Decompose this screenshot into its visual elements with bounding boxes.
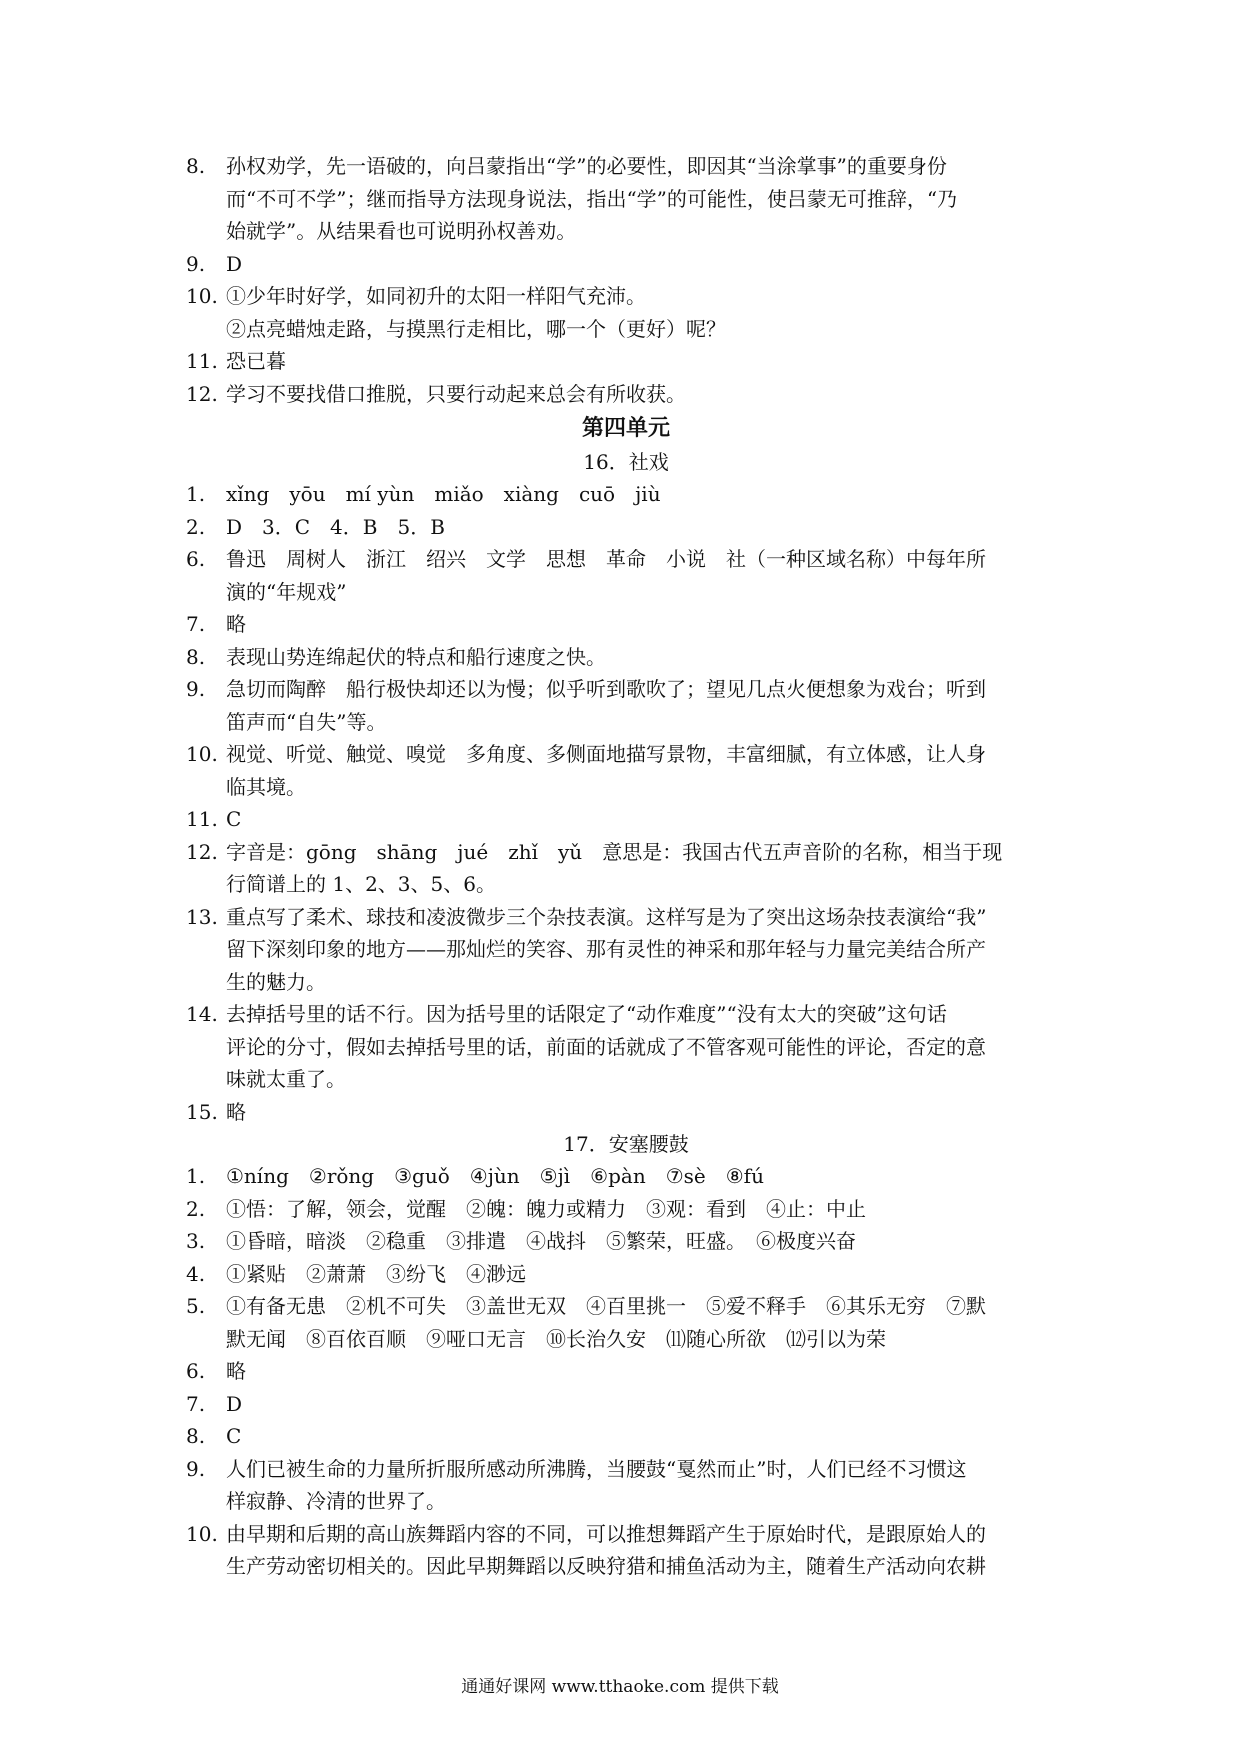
answer-line: 略 — [226, 1359, 246, 1383]
unit-heading: 第四单元 — [581, 416, 670, 441]
answer-line: 视觉、听觉、触觉、嗅觉 多角度、多侧面地描写景物，丰富细腻，有立体感，让人身 — [226, 742, 986, 766]
item-number: 10. — [186, 284, 218, 308]
item-number: 9. — [186, 677, 206, 701]
answer-line: ①昏暗，暗淡 ②稳重 ③排遣 ④战抖 ⑤繁荣，旺盛。 ⑥极度兴奋 — [226, 1229, 856, 1253]
answer-item — [186, 641, 1066, 674]
answer-item — [186, 901, 1066, 999]
item-number: 2. — [186, 514, 206, 539]
item-number: 1. — [186, 482, 206, 506]
answer-item — [186, 738, 1066, 803]
item-number: 11. — [186, 349, 218, 373]
answer-item — [186, 1258, 1066, 1291]
answer-item — [186, 1290, 1066, 1355]
item-number: 8. — [186, 154, 206, 178]
lesson-title: 16．社戏 — [583, 450, 669, 474]
answer-line: 重点写了柔术、球技和凌波微步三个杂技表演。这样写是为了突出这场杂技表演给“我” — [226, 904, 987, 929]
answer-line: 留下深刻印象的地方——那灿烂的笑容、那有灵性的神采和那年轻与力量完美结合所产 — [226, 937, 986, 961]
item-number: 6. — [186, 1359, 206, 1383]
answer-line: 表现山势连绵起伏的特点和船行速度之快。 — [226, 644, 606, 669]
item-number: 14. — [186, 1002, 218, 1026]
answer-line: ①悟：了解，领会，觉醒 ②魄：魄力或精力 ③观：看到 ④止：中止 — [226, 1196, 866, 1221]
item-number: 9. — [186, 1456, 206, 1481]
answer-item — [186, 836, 1066, 901]
answer-item — [186, 1453, 1066, 1518]
item-number: 4. — [186, 1261, 206, 1286]
answer-item — [186, 280, 1066, 345]
answer-item — [186, 378, 1066, 411]
answer-item — [186, 478, 1066, 511]
answer-line: 急切而陶醉 船行极快却还以为慢；似乎听到歌吹了；望见几点火便想象为戏台；听到 — [226, 677, 986, 701]
answer-line: D — [226, 251, 243, 276]
answer-line: xǐng yōu mí yùn miǎo xiàng cuō jiù — [226, 482, 661, 506]
answer-line: ②点亮蜡烛走路，与摸黑行走相比，哪一个（更好）呢？ — [226, 316, 726, 341]
item-number: 7. — [186, 612, 206, 636]
answer-line: 鲁迅 周树人 浙江 绍兴 文学 思想 革命 小说 社（一种区域名称）中每年所 — [226, 547, 986, 571]
page-footer: 通通好课网 www.tthaoke.com 提供下载 — [461, 1677, 779, 1697]
item-number: 12. — [186, 381, 218, 406]
answer-line: 由早期和后期的高山族舞蹈内容的不同，可以推想舞蹈产生于原始时代，是跟原始人的 — [226, 1521, 986, 1546]
answer-item — [186, 1388, 1066, 1421]
answer-line: 生的魅力。 — [226, 969, 326, 994]
answer-line: 去掉括号里的话不行。因为括号里的话限定了“动作难度”“没有太大的突破”这句话 — [226, 1002, 947, 1026]
item-number: 5. — [186, 1294, 206, 1318]
answer-line: 演的“年规戏” — [226, 579, 347, 604]
item-number: 8. — [186, 644, 206, 669]
answer-line: ①níng ②rǒng ③guǒ ④jùn ⑤jì ⑥pàn ⑦sè ⑧fú — [226, 1164, 764, 1188]
answer-item — [186, 543, 1066, 608]
answer-item — [186, 803, 1066, 836]
answer-line: ①紧贴 ②萧萧 ③纷飞 ④渺远 — [226, 1261, 526, 1286]
item-number: 2. — [186, 1196, 206, 1221]
answer-line: 默无闻 ⑧百依百顺 ⑨哑口无言 ⑩长治久安 ⑾随心所欲 ⑿引以为荣 — [226, 1326, 886, 1351]
answer-line: 略 — [226, 612, 246, 636]
answer-item — [186, 248, 1066, 281]
answer-item — [186, 511, 1066, 544]
item-number: 1. — [186, 1164, 206, 1188]
answer-item — [186, 1193, 1066, 1226]
item-number: 10. — [186, 1521, 218, 1546]
answer-line: 字音是：gōng shāng jué zhǐ yǔ 意思是：我国古代五声音阶的名称，相当于现 — [226, 839, 1003, 864]
answer-item — [186, 345, 1066, 378]
item-number: 7. — [186, 1391, 206, 1416]
item-number: 6. — [186, 547, 206, 571]
answer-line: 行简谱上的 1、2、3、5、6。 — [226, 872, 496, 896]
answer-line: 略 — [226, 1099, 246, 1124]
item-number: 3. — [186, 1229, 206, 1253]
answer-line: 学习不要找借口推脱，只要行动起来总会有所收获。 — [226, 381, 686, 406]
answer-line: 笛声而“自失”等。 — [226, 709, 387, 734]
item-number: 15. — [186, 1099, 218, 1124]
lesson-title: 17．安塞腰鼓 — [563, 1132, 689, 1156]
answer-item — [186, 998, 1066, 1096]
answer-item — [186, 673, 1066, 738]
answer-line: D 3．C 4．B 5．B — [226, 514, 445, 539]
answer-line: 孙权劝学，先一语破的，向吕蒙指出“学”的必要性，即因其“当涂掌事”的重要身份 — [226, 154, 947, 178]
item-number: 10. — [186, 742, 218, 766]
answer-line: 生产劳动密切相关的。因此早期舞蹈以反映狩猎和捕鱼活动为主，随着生产活动向农耕 — [226, 1554, 986, 1578]
item-number: 9. — [186, 251, 206, 276]
answer-content — [186, 150, 1066, 1583]
answer-item — [186, 608, 1066, 641]
answer-item — [186, 1355, 1066, 1388]
answer-line: 始就学”。从结果看也可说明孙权善劝。 — [226, 219, 577, 243]
answer-line: 恐已暮 — [226, 349, 286, 373]
answer-line: C — [226, 1424, 242, 1448]
item-number: 8. — [186, 1424, 206, 1448]
item-number: 11. — [186, 807, 218, 831]
answer-line: ①有备无患 ②机不可失 ③盖世无双 ④百里挑一 ⑤爱不释手 ⑥其乐无穷 ⑦默 — [226, 1294, 986, 1318]
answer-item — [186, 1518, 1066, 1583]
answer-item — [186, 150, 1066, 248]
answer-item — [186, 1420, 1066, 1453]
answer-line: 人们已被生命的力量所折服所感动所沸腾，当腰鼓“戛然而止”时，人们已经不习惯这 — [226, 1456, 967, 1481]
item-number: 13. — [186, 904, 218, 929]
item-number: 12. — [186, 839, 218, 864]
answer-line: C — [226, 807, 242, 831]
answer-line: 临其境。 — [226, 774, 306, 799]
answer-item — [186, 1096, 1066, 1129]
answer-line: 味就太重了。 — [226, 1067, 346, 1091]
answer-line: 而“不可不学”；继而指导方法现身说法，指出“学”的可能性，使吕蒙无可推辞，“乃 — [226, 186, 958, 211]
answer-line: ①少年时好学，如同初升的太阳一样阳气充沛。 — [226, 284, 646, 308]
answer-line: 评论的分寸，假如去掉括号里的话，前面的话就成了不管客观可能性的评论，否定的意 — [226, 1034, 986, 1059]
answer-item — [186, 1225, 1066, 1258]
answer-item — [186, 1160, 1066, 1193]
answer-line: 样寂静、冷清的世界了。 — [226, 1489, 446, 1513]
answer-line: D — [226, 1391, 243, 1416]
